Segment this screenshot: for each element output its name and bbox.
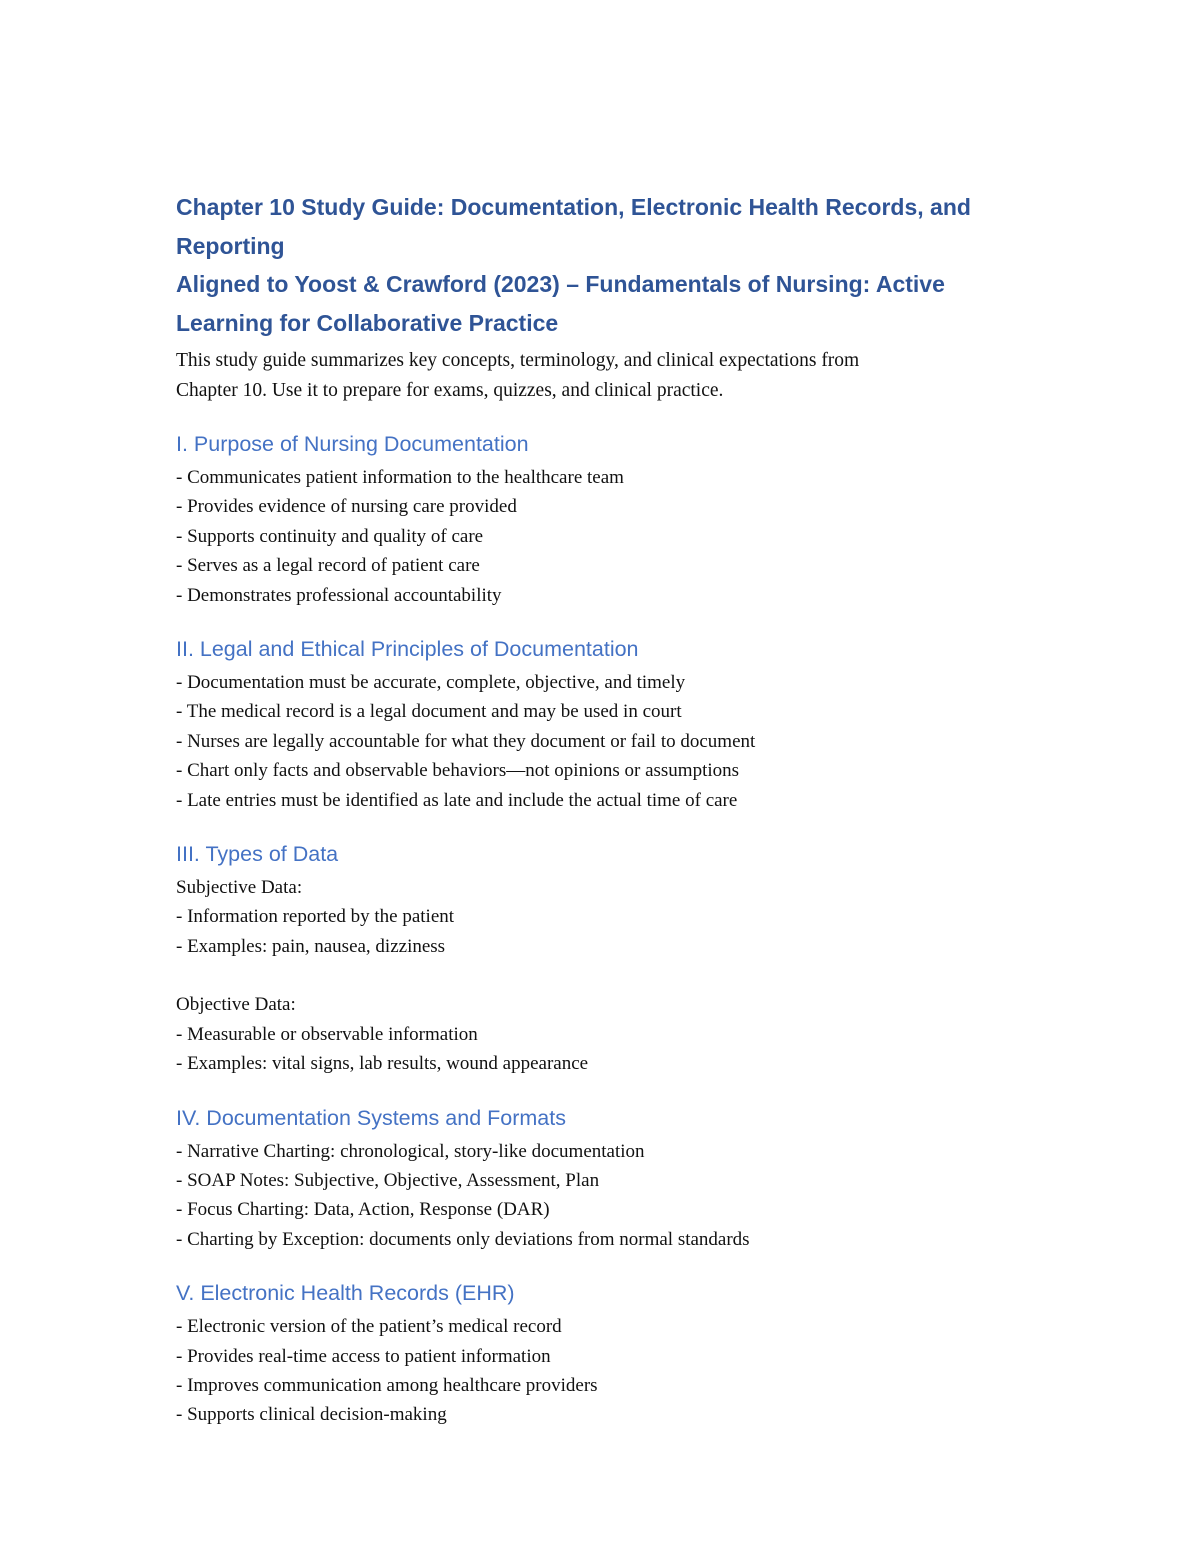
bullet-item: - Supports continuity and quality of care xyxy=(176,525,484,547)
bullet-item: - Documentation must be accurate, complete, objective, and timely xyxy=(176,672,686,694)
bullet-item: - Nurses are legally accountable for what they document or fail to document xyxy=(176,730,756,752)
bullet-item: - Information reported by the patient xyxy=(176,906,455,928)
section-heading: I. Purpose of Nursing Documentation xyxy=(176,432,529,456)
section-documentation-systems xyxy=(176,1101,1036,1255)
intro-paragraph xyxy=(176,346,1036,405)
document-content xyxy=(176,188,1036,1430)
bullet-item: - Provides evidence of nursing care provided xyxy=(176,496,517,518)
bullet-item: - Charting by Exception: documents only deviations from normal standards xyxy=(176,1228,750,1250)
bullet-item: - Narrative Charting: chronological, story-like documentation xyxy=(176,1140,645,1162)
bullet-item: - Provides real-time access to patient information xyxy=(176,1345,551,1367)
bullet-item: - Supports clinical decision-making xyxy=(176,1404,447,1426)
bullet-item: - Demonstrates professional accountability xyxy=(176,584,502,606)
section-purpose xyxy=(176,427,1036,610)
section-heading: II. Legal and Ethical Principles of Documentation xyxy=(176,637,639,662)
title-line: Reporting xyxy=(176,232,285,259)
objective-data-label: Objective Data: xyxy=(176,994,296,1016)
section-legal-ethical xyxy=(176,632,1036,815)
section-ehr xyxy=(176,1276,1036,1430)
bullet-item: - Focus Charting: Data, Action, Response (DAR) xyxy=(176,1199,550,1221)
section-types-of-data xyxy=(176,837,1036,1078)
title-line: Chapter 10 Study Guide: Documentation, Electronic Health Records, and xyxy=(176,194,971,220)
section-heading: IV. Documentation Systems and Formats xyxy=(176,1105,566,1130)
bullet-item: - The medical record is a legal document and may be used in court xyxy=(176,701,682,723)
bullet-item: - SOAP Notes: Subjective, Objective, Assessment, Plan xyxy=(176,1169,600,1191)
bullet-item: - Chart only facts and observable behaviors—not opinions or assumptions xyxy=(176,760,740,782)
subtitle-line: Learning for Collaborative Practice xyxy=(176,309,559,336)
bullet-item: - Examples: pain, nausea, dizziness xyxy=(176,935,446,957)
bullet-item: - Electronic version of the patient’s medical record xyxy=(176,1316,562,1338)
blank-line xyxy=(176,961,1036,990)
bullet-item: - Serves as a legal record of patient care xyxy=(176,555,480,577)
bullet-item: - Late entries must be identified as late and include the actual time of care xyxy=(176,789,738,811)
intro-line: This study guide summarizes key concepts, terminology, and clinical expectations from xyxy=(176,350,860,371)
subjective-data-label: Subjective Data: xyxy=(176,877,303,899)
intro-line: Chapter 10. Use it to prepare for exams, quizzes, and clinical practice. xyxy=(176,379,724,401)
subtitle-line: Aligned to Yoost & Crawford (2023) – Fundamentals of Nursing: Active xyxy=(176,271,945,297)
bullet-item: - Communicates patient information to the healthcare team xyxy=(176,467,624,488)
bullet-item: - Improves communication among healthcare providers xyxy=(176,1374,598,1396)
document-title xyxy=(176,188,1036,342)
section-heading: V. Electronic Health Records (EHR) xyxy=(176,1281,515,1306)
bullet-item: - Examples: vital signs, lab results, wound appearance xyxy=(176,1053,589,1075)
bullet-item: - Measurable or observable information xyxy=(176,1023,478,1045)
section-heading: III. Types of Data xyxy=(176,842,339,867)
